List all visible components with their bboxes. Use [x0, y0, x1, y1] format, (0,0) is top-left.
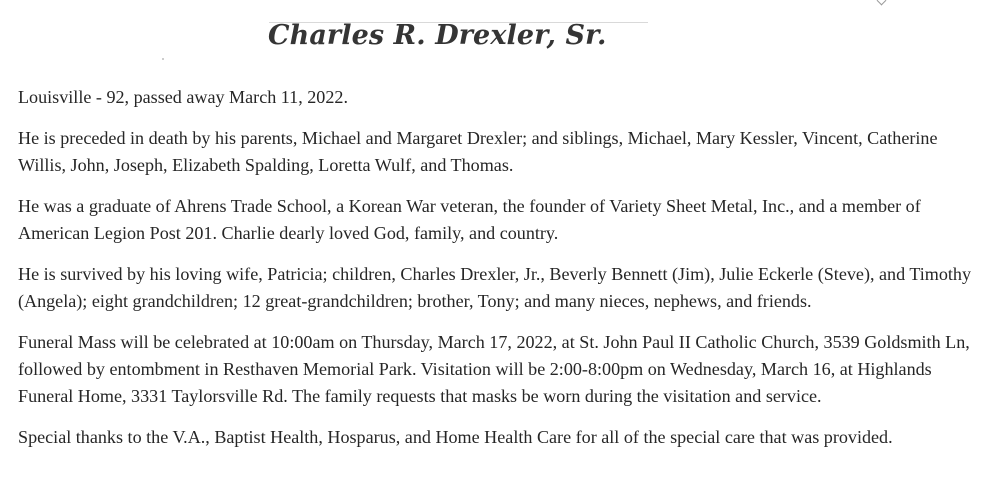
decorative-dot [162, 58, 164, 60]
paragraph-service-details: Funeral Mass will be celebrated at 10:00am on Thursday, March 17, 2022, at St. John Paul II Catholic Church, 3539 Goldsmith Ln, followed by entombment in Resthaven Memorial Park. Visitation will be 2:00-8:00pm on Wednesday, March 16, at Highlands Funeral Home, 3331 Taylorsville Rd. The family requests that masks be worn during the visitation and service. [18, 332, 970, 406]
paragraph-preceded-in-death: He is preceded in death by his parents, Michael and Margaret Drexler; and siblings, Michael, Mary Kessler, Vincent, Catherine Willis, John, Joseph, Elizabeth Spalding, Loretta Wulf, and Thomas. [18, 128, 938, 175]
obituary-body [18, 84, 978, 465]
paragraph-special-thanks: Special thanks to the V.A., Baptist Health, Hosparus, and Home Health Care for all of the special care that was provided. [18, 427, 893, 447]
obituary-title: Charles R. Drexler, Sr. [268, 20, 607, 51]
chevron-down-icon [877, 0, 887, 5]
paragraph-survivors: He is survived by his loving wife, Patricia; children, Charles Drexler, Jr., Beverly Bennett (Jim), Julie Eckerle (Steve), and Timothy (Angela); eight grandchildren; 12 great-grandchildren; brother, Tony; and many nieces, nephews, and friends. [18, 264, 972, 311]
paragraph-life-summary: He was a graduate of Ahrens Trade School, a Korean War veteran, the founder of Variety Sheet Metal, Inc., and a member of American Legion Post 201. Charlie dearly loved God, family, and country. [18, 196, 921, 243]
paragraph-death-notice: Louisville - 92, passed away March 11, 2022. [18, 87, 348, 107]
